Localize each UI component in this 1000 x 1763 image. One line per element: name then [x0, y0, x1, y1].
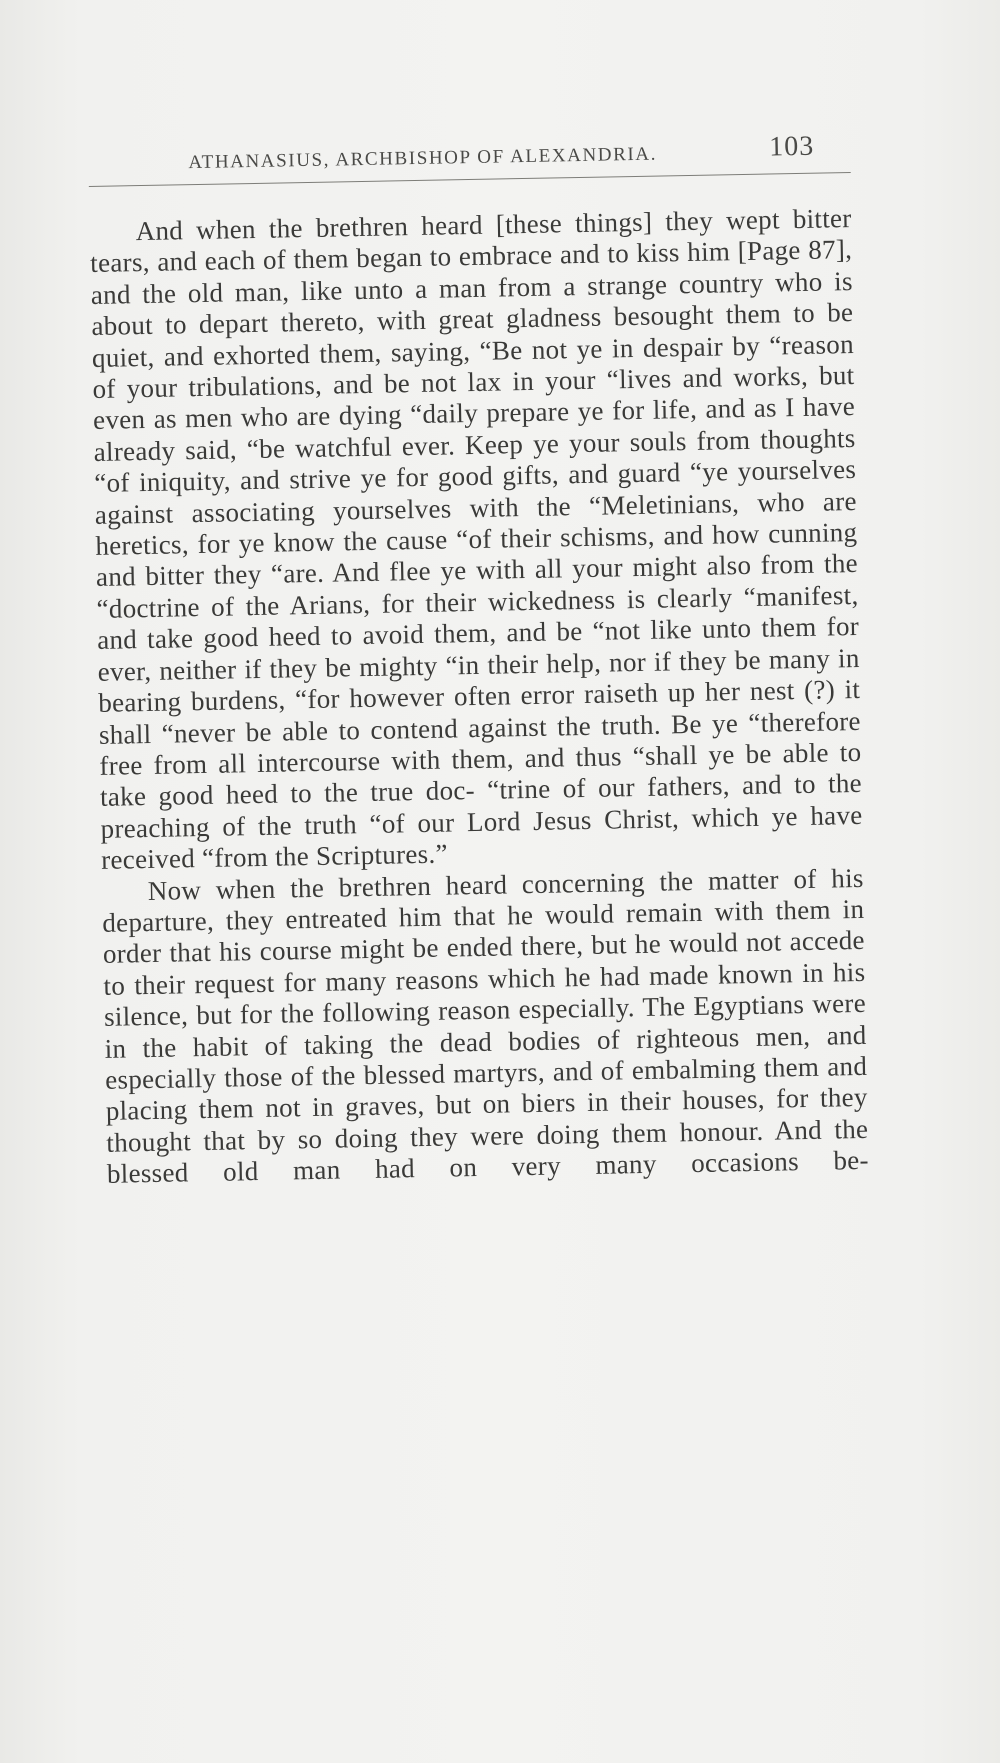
paragraph-1: And when the brethren heard [these things] they wept bitter tears, and each of them began to embrace and to kiss him [Page 87], and the old man, like unto a man from a strange country who is about to depart thereto, with great gladness besought them to be quiet, and exhorted them, saying, “Be not ye in despair by “reason of your tribulations, and be not lax in your “lives and works, but even as men who are dying “daily prepare ye for life, and as I have already said, “be watchful ever. Keep ye your souls from thoughts “of iniquity, and strive ye for good gifts, and guard “ye yourselves against associating yourselves with the “Meletinians, who are heretics, for ye know the cause “of their schisms, and how cunning and bitter they “are. And flee ye with all your might also from the “doctrine of the Arians, for their wickedness is clearly “manifest, and take good heed to avoid them, and be “not like unto them for ever, neither if they be mighty “in their help, nor if they be many in bearing burdens, “for however often error raiseth up her nest (?) it shall “never be able to contend against the truth. Be ye “therefore free from all intercourse with them, and thus “shall ye be able to take good heed to the true doc- “trine of our fathers, and to the preaching of the truth “of our Lord Jesus Christ, which ye have received “from the Scriptures.”: [89, 203, 863, 876]
paragraph-2: Now when the brethren heard concerning the matter of his departure, they entreated him that he would remain with them in order that his course might be ended there, but he would not accede to their request for many reasons which he had made known in his silence, but for the following reason especially. The Egyptians were in the habit of taking the dead bodies of righteous men, and especially those of the blessed martyrs, and of embalming them and placing them not in graves, but on biers in their houses, for they thought that by so doing they were doing them honour. And the blessed old man had on very many occasions be-: [102, 862, 870, 1190]
running-head: [88, 126, 851, 187]
text-block: [88, 126, 869, 1190]
running-title: ATHANASIUS, ARCHBISHOP OF ALEXANDRIA.: [188, 143, 658, 174]
page-number: 103: [768, 130, 815, 163]
